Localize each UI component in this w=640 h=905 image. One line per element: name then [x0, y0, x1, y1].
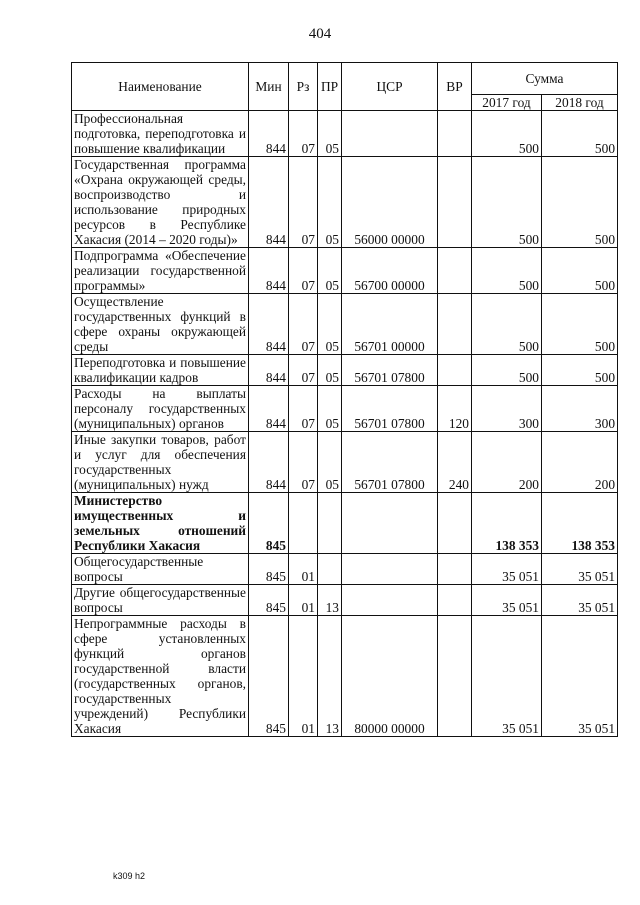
row-rz: 07: [289, 432, 318, 493]
row-min: 844: [249, 157, 289, 248]
header-2018: 2018 год: [542, 95, 618, 111]
table-row: [72, 493, 618, 554]
row-pr: [318, 554, 342, 585]
row-name: Общегосударственные вопросы: [72, 554, 249, 585]
page-number: 404: [308, 26, 332, 42]
header-sum: Сумма: [472, 63, 618, 95]
row-rz: 07: [289, 386, 318, 432]
row-sum-2017: 500: [472, 111, 542, 157]
row-sum-2017: 500: [472, 294, 542, 355]
row-sum-2017: 35 051: [472, 616, 542, 737]
row-pr: 05: [318, 432, 342, 493]
row-csr: 56701 07800: [342, 386, 438, 432]
row-sum-2018: 35 051: [542, 585, 618, 616]
row-min: 845: [249, 585, 289, 616]
row-min: 844: [249, 294, 289, 355]
row-sum-2018: 35 051: [542, 616, 618, 737]
row-min: 844: [249, 111, 289, 157]
row-sum-2017: 35 051: [472, 585, 542, 616]
row-sum-2018: 300: [542, 386, 618, 432]
row-name: Другие общегосударственные вопросы: [72, 585, 249, 616]
row-min: 845: [249, 616, 289, 737]
row-sum-2018: 200: [542, 432, 618, 493]
row-sum-2017: 138 353: [472, 493, 542, 554]
row-csr: 80000 00000: [342, 616, 438, 737]
row-vr: [438, 493, 472, 554]
row-sum-2018: 500: [542, 355, 618, 386]
row-rz: 01: [289, 616, 318, 737]
row-min: 845: [249, 493, 289, 554]
row-rz: 07: [289, 248, 318, 294]
header-vr: ВР: [438, 63, 472, 111]
row-name: Подпрограмма «Обеспечение реализации государственной программы»: [72, 248, 249, 294]
row-sum-2017: 200: [472, 432, 542, 493]
row-vr: 240: [438, 432, 472, 493]
row-vr: [438, 616, 472, 737]
row-sum-2018: 500: [542, 157, 618, 248]
table-row: [72, 355, 618, 386]
row-sum-2018: 500: [542, 294, 618, 355]
row-pr: 13: [318, 616, 342, 737]
row-sum-2017: 35 051: [472, 554, 542, 585]
table-row: [72, 248, 618, 294]
row-rz: 01: [289, 585, 318, 616]
row-pr: 13: [318, 585, 342, 616]
row-name: Расходы на выплаты персоналу государственных (муниципальных) органов: [72, 386, 249, 432]
row-csr: [342, 493, 438, 554]
row-csr: 56701 00000: [342, 294, 438, 355]
row-vr: 120: [438, 386, 472, 432]
row-name: Осуществление государственных функций в сфере охраны окружающей среды: [72, 294, 249, 355]
row-csr: [342, 111, 438, 157]
table-row: [72, 386, 618, 432]
table-row: [72, 432, 618, 493]
row-min: 844: [249, 248, 289, 294]
row-sum-2018: 500: [542, 248, 618, 294]
table-header: [72, 63, 618, 111]
row-sum-2017: 500: [472, 248, 542, 294]
row-sum-2017: 500: [472, 355, 542, 386]
row-pr: 05: [318, 294, 342, 355]
header-rz: Рз: [289, 63, 318, 111]
row-name: Непрограммные расходы в сфере установленных функций органов государственной власти (государственных органов, государственных учреждений) Республики Хакасия: [72, 616, 249, 737]
row-sum-2018: 500: [542, 111, 618, 157]
row-name: Переподготовка и повышение квалификации кадров: [72, 355, 249, 386]
row-csr: 56000 00000: [342, 157, 438, 248]
row-sum-2018: 138 353: [542, 493, 618, 554]
row-pr: 05: [318, 386, 342, 432]
row-pr: 05: [318, 248, 342, 294]
table-body: [72, 111, 618, 737]
budget-table: [71, 62, 618, 737]
row-pr: 05: [318, 157, 342, 248]
row-pr: 05: [318, 355, 342, 386]
row-vr: [438, 157, 472, 248]
row-name: Государственная программа «Охрана окружающей среды, воспроизводство и использование природных ресурсов в Республике Хакасия (2014 – 2020 годы)»: [72, 157, 249, 248]
table-row: [72, 294, 618, 355]
row-sum-2017: 500: [472, 157, 542, 248]
row-pr: [318, 493, 342, 554]
row-name: Министерство имущественных и земельных отношений Республики Хакасия: [72, 493, 249, 554]
row-min: 845: [249, 554, 289, 585]
footer-code: k309 h2: [113, 871, 146, 881]
row-pr: 05: [318, 111, 342, 157]
row-vr: [438, 111, 472, 157]
row-vr: [438, 294, 472, 355]
row-name: Иные закупки товаров, работ и услуг для обеспечения государственных (муниципальных) нужд: [72, 432, 249, 493]
header-pr: ПР: [318, 63, 342, 111]
header-name: Наименование: [72, 63, 249, 111]
row-csr: 56701 07800: [342, 432, 438, 493]
row-rz: 07: [289, 294, 318, 355]
row-rz: 07: [289, 355, 318, 386]
header-min: Мин: [249, 63, 289, 111]
row-min: 844: [249, 386, 289, 432]
table-row: [72, 616, 618, 737]
row-sum-2017: 300: [472, 386, 542, 432]
row-csr: [342, 585, 438, 616]
table-row: [72, 111, 618, 157]
row-rz: 07: [289, 111, 318, 157]
row-min: 844: [249, 432, 289, 493]
row-sum-2018: 35 051: [542, 554, 618, 585]
table-row: [72, 554, 618, 585]
row-vr: [438, 248, 472, 294]
row-rz: 07: [289, 157, 318, 248]
row-vr: [438, 554, 472, 585]
row-vr: [438, 355, 472, 386]
table-row: [72, 585, 618, 616]
row-rz: [289, 493, 318, 554]
header-csr: ЦСР: [342, 63, 438, 111]
row-name: Профессиональная подготовка, переподготовка и повышение квалификации: [72, 111, 249, 157]
table-row: [72, 157, 618, 248]
header-2017: 2017 год: [472, 95, 542, 111]
row-csr: 56701 07800: [342, 355, 438, 386]
row-csr: [342, 554, 438, 585]
row-csr: 56700 00000: [342, 248, 438, 294]
row-vr: [438, 585, 472, 616]
row-min: 844: [249, 355, 289, 386]
row-rz: 01: [289, 554, 318, 585]
